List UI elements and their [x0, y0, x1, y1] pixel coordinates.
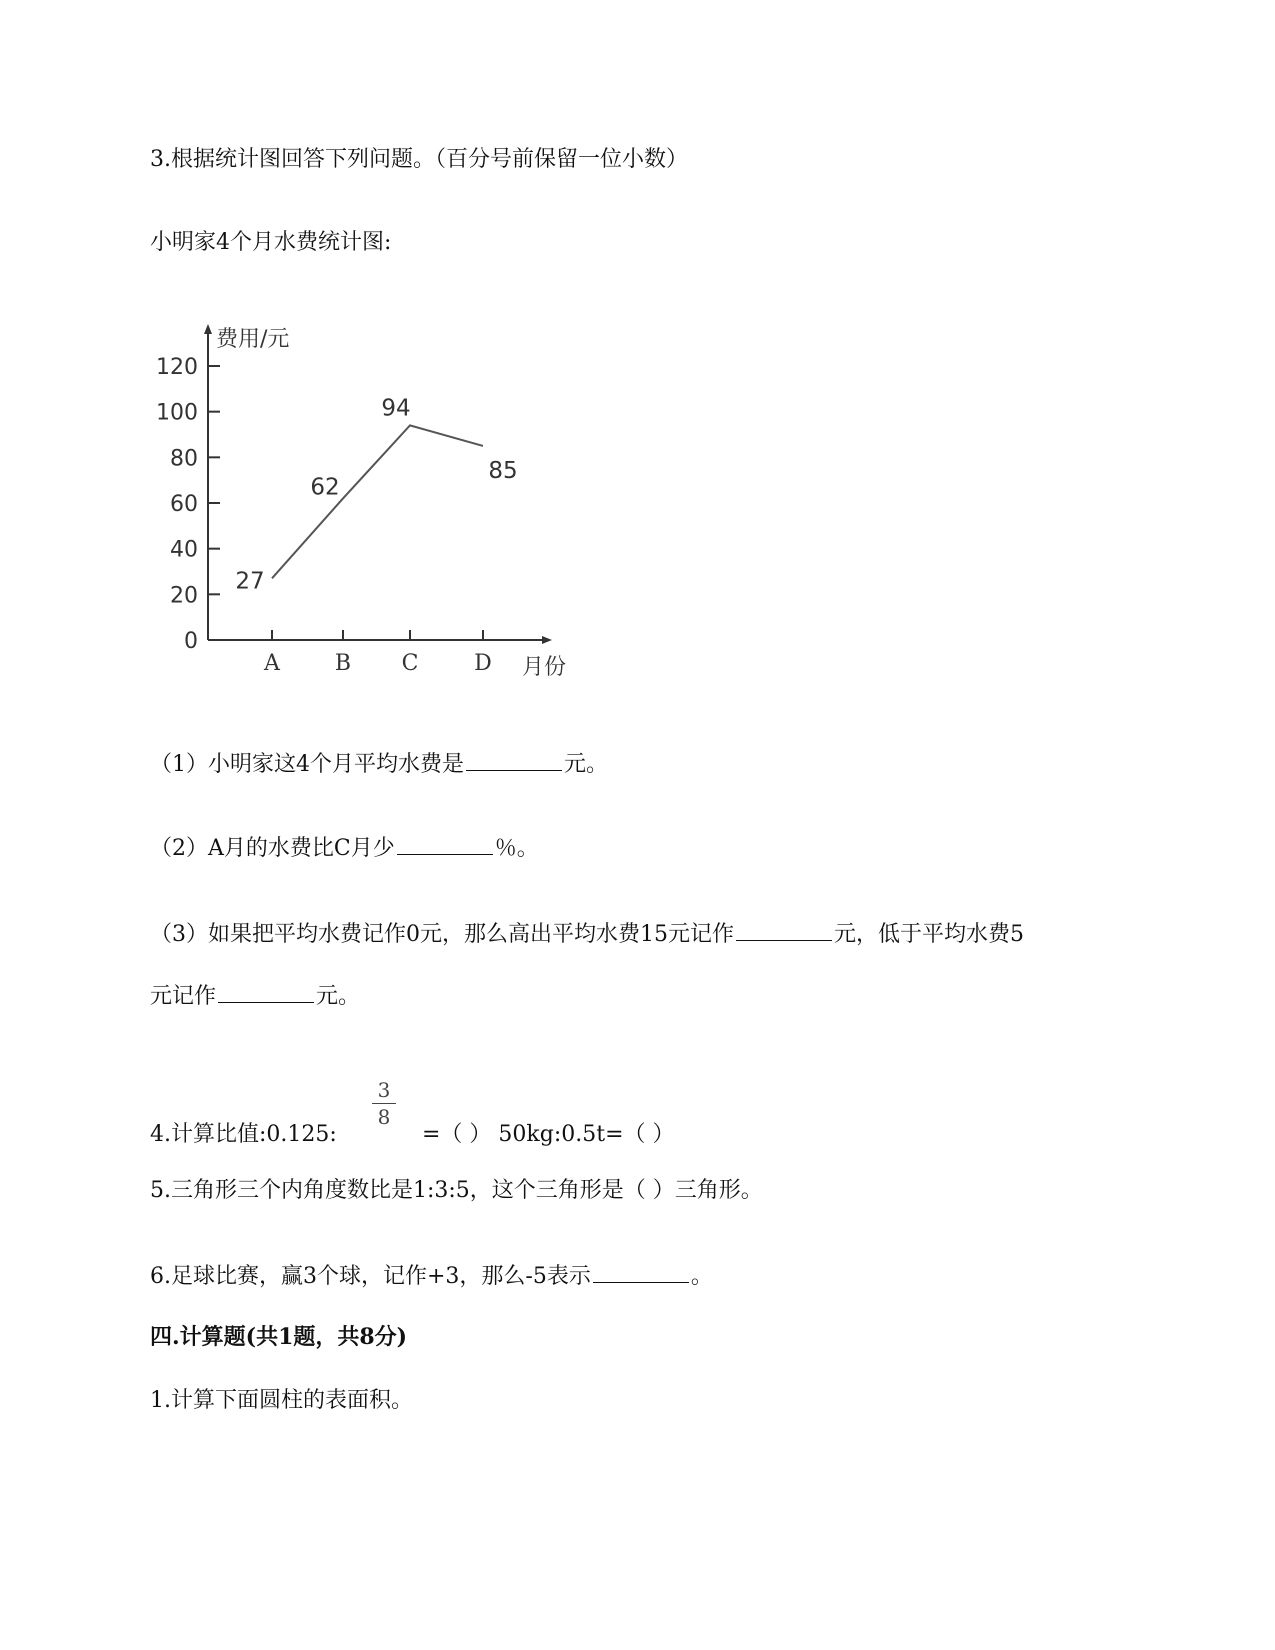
- x-axis-arrow: [542, 636, 552, 644]
- x-tick-label-B: B: [334, 651, 352, 676]
- y-tick-label: 60: [170, 492, 198, 517]
- q3-sub2-suffix: ％。: [494, 836, 539, 861]
- q4-prefix: 4.计算比值:0.125:: [150, 1122, 337, 1147]
- fraction-three-eighths: [372, 1078, 396, 1129]
- q4-suffix: =（ ） 50kg:0.5t=（ ）: [422, 1122, 675, 1147]
- data-labels: [235, 395, 517, 594]
- chart-caption: 小明家4个月水费统计图:: [150, 230, 392, 255]
- y-axis-label: 费用/元: [216, 327, 290, 352]
- q5-line: 5.三角形三个内角度数比是1:3:5，这个三角形是（ ）三角形。: [150, 1178, 763, 1203]
- q3-sub3-line2: [150, 980, 360, 1012]
- answer-blank-3[interactable]: [736, 918, 832, 941]
- q3-title: 3.根据统计图回答下列问题。（百分号前保留一位小数）: [150, 147, 688, 172]
- y-tick-label: 120: [156, 355, 198, 380]
- series-line-water-fee: [272, 425, 483, 578]
- q3-sub1-prefix: （1）小明家这4个月平均水费是: [150, 752, 464, 777]
- q3-sub2-prefix: （2）A月的水费比C月少: [150, 836, 395, 861]
- q4-line: [150, 1120, 337, 1150]
- q3-sub1: [150, 748, 608, 780]
- x-tick-label-D: D: [474, 651, 492, 676]
- answer-blank-5[interactable]: [593, 1260, 689, 1283]
- q3-sub3-prefix: （3）如果把平均水费记作0元，那么高出平均水费15元记作: [150, 922, 734, 947]
- y-tick-label: 0: [184, 629, 198, 654]
- y-tick-label: 100: [156, 400, 198, 426]
- section-4-title: 四.计算题(共1题，共8分): [150, 1324, 408, 1350]
- q4-suffix-line: [422, 1120, 675, 1150]
- data-label-A: 27: [235, 568, 265, 595]
- x-tick-label-A: A: [264, 651, 280, 676]
- x-ticks: [263, 630, 492, 676]
- y-tick-label: 20: [170, 583, 198, 609]
- q3-sub2: [150, 832, 539, 864]
- q6-suffix: 。: [690, 1264, 713, 1289]
- data-label-C: 94: [381, 395, 411, 422]
- answer-blank-4[interactable]: [218, 980, 314, 1003]
- answer-blank-1[interactable]: [466, 748, 562, 771]
- q3-sub3-mid: 元，低于平均水费5: [834, 922, 1024, 947]
- q3-sub1-suffix: 元。: [564, 752, 609, 777]
- fraction-denominator: 8: [377, 1105, 391, 1129]
- data-label-B: 62: [310, 474, 340, 501]
- q3-sub3-line2-prefix: 元记作: [150, 984, 217, 1009]
- y-ticks: [156, 355, 220, 654]
- q3-sub3-line1: [150, 918, 1024, 950]
- fraction-bar: [372, 1103, 396, 1104]
- q3-sub3-line2-suffix: 元。: [316, 984, 361, 1009]
- q6-line: [150, 1260, 713, 1292]
- x-axis-label: 月份: [522, 655, 567, 680]
- data-label-D: 85: [488, 457, 518, 484]
- s4-q1: 1.计算下面圆柱的表面积。: [150, 1388, 413, 1413]
- fraction-numerator: 3: [377, 1078, 391, 1102]
- y-axis-arrow: [204, 324, 212, 334]
- q6-prefix: 6.足球比赛，赢3个球，记作+3，那么-5表示: [150, 1264, 591, 1289]
- water-fee-line-chart: [150, 318, 590, 708]
- x-tick-label-C: C: [401, 651, 419, 676]
- y-tick-label: 80: [170, 446, 198, 472]
- chart-axes: [204, 324, 552, 644]
- answer-blank-2[interactable]: [397, 832, 493, 855]
- y-tick-label: 40: [170, 537, 198, 563]
